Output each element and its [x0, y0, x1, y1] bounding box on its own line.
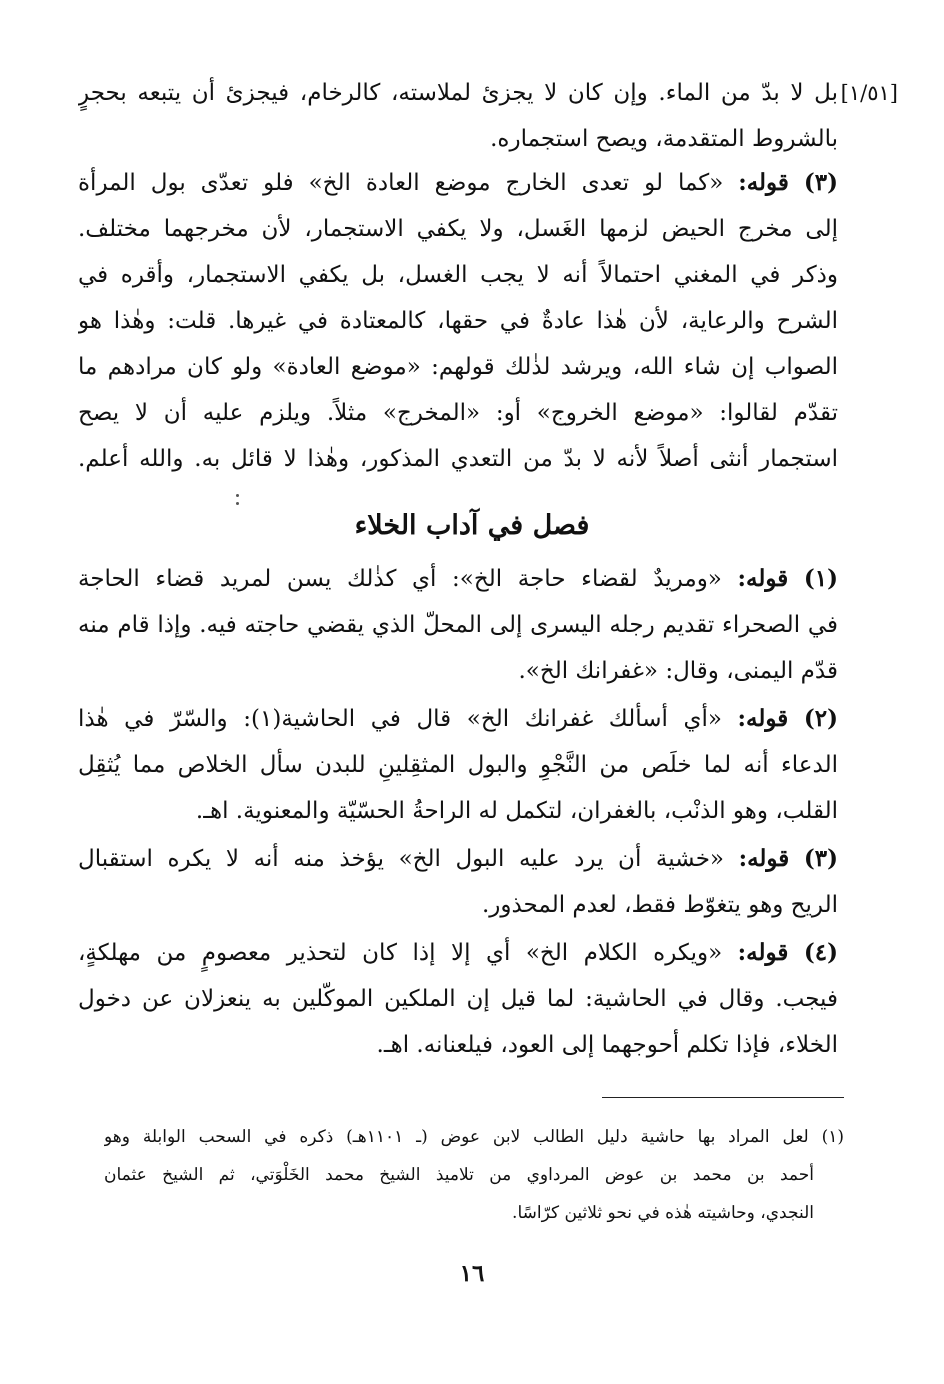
folio-reference: [١/٥١]	[840, 81, 898, 105]
text-line: بالشروط المتقدمة، ويصح استجماره.	[490, 126, 838, 152]
text-line: الريح وهو يتغوّط فقط، لعدم المحذور.	[481, 892, 838, 918]
note-text: «كما لو تعدى الخارج موضع العادة الخ» فلو تعدّى بول المرأة	[78, 170, 724, 196]
note-text: «خشية أن يرد عليه البول الخ» يؤخذ منه أنه لا يكره استقبال	[78, 846, 724, 872]
note-keyword: قوله:	[738, 169, 789, 196]
note-keyword: قوله:	[738, 845, 790, 872]
text-line: الشرح والرعاية، لأن هٰذا عادةٌ في حقها، كالمعتادة في غيرها. قلت: وهٰذا هو	[78, 308, 838, 334]
page-number: ١٦	[459, 1260, 485, 1287]
text-line: بل لا بدّ من الماء. وإن كان لا يجزئ لملاسته، كالرخام، فيجزئ أن يتبعه بحجرٍ	[78, 80, 838, 106]
note-number: (٣)	[803, 845, 838, 872]
text-line: الدعاء أنه لما خلَص من النَّجْوِ والبول المثقِلينِ للبدن سأل الخلاص مما يُثقِل	[78, 752, 838, 778]
scan-speck	[236, 494, 239, 497]
text-line: فيجب. وقال في الحاشية: لما قيل إن الملكين الموكّلين به ينعزلان عن دخول	[78, 986, 838, 1012]
text-line: القلب، وهو الذنْب، بالغفران، لتكمل له الراحةُ الحسّيّة والمعنوية. اهـ.	[195, 798, 838, 824]
text-line: إلى مخرج الحيض لزمها الغَسل، ولا يكفي الاستجمار، لأن مخرجهما مختلف.	[78, 216, 838, 242]
note-first-line	[78, 160, 838, 206]
note-text: «أي أسألك غفرانك الخ» قال في الحاشية(١): والسّرّ في هٰذا	[78, 706, 722, 732]
text-line: تقدّم لقالوا: «موضع الخروج» أو: «المخرج» مثلاً. ويلزم عليه أن لا يصح	[78, 400, 838, 426]
text-line: في الصحراء تقديم رجله اليسرى إلى المحلّ الذي يقضي حاجته فيه. وإذا قام منه	[78, 612, 838, 638]
text-line: استجمار أنثى أصلاً لأنه لا بدّ من التعدي المذكور، وهٰذا لا قائل به. والله أعلم.	[78, 446, 838, 472]
text-line: قدّم اليمنى، وقال: «غفرانك الخ».	[518, 658, 838, 684]
note-number: (١)	[803, 565, 838, 592]
scan-speck	[236, 502, 239, 505]
footnote-separator	[602, 1097, 844, 1098]
note-text: «ومريدٌ لقضاء حاجة الخ»: أي كذٰلك يسن لمريد قضاء الحاجة	[78, 566, 722, 592]
note-keyword: قوله:	[737, 939, 789, 966]
note-number: (٢)	[803, 705, 838, 732]
text-line: وذكر في المغني احتمالاً أنه لا يجب الغسل، بل يكفي الاستجمار، وأقره في	[78, 262, 838, 288]
note-first-line	[78, 556, 838, 602]
note-first-line	[78, 696, 838, 742]
footnote-line: أحمد بن محمد بن عوض المرداوي من تلاميذ الشيخ محمد الخَلْوَتي، ثم الشيخ عثمان	[104, 1165, 814, 1185]
note-text: «ويكره الكلام الخ» أي إلا إذا كان لتحذير معصومٍ من مهلكةٍ،	[78, 940, 723, 966]
section-heading: فصل في آداب الخلاء	[354, 510, 590, 541]
footnote-line: النجدي، وحاشيته هٰذه في نحو ثلاثين كرّاسًا.	[512, 1203, 814, 1223]
text-line: الصواب إن شاء الله، ويرشد لذٰلك قولهم: «موضع العادة» ولو كان مرادهم ما	[78, 354, 838, 380]
text-line: الخلاء، فإذا تكلم أحوجهما إلى العود، فيلعنانه. اهـ.	[376, 1032, 838, 1058]
note-first-line	[78, 930, 838, 976]
footnote-number: (١)	[821, 1127, 844, 1147]
note-first-line	[78, 836, 838, 882]
footnote-text: لعل المراد بها حاشية دليل الطالب لابن عوض (ـ ١١٠١هـ) ذكره في السحب الوابلة وهو	[104, 1127, 809, 1147]
note-keyword: قوله:	[737, 705, 789, 732]
note-number: (٤)	[803, 939, 838, 966]
note-keyword: قوله:	[737, 565, 789, 592]
footnote-first-line	[104, 1118, 844, 1156]
note-number: (٣)	[803, 169, 838, 196]
